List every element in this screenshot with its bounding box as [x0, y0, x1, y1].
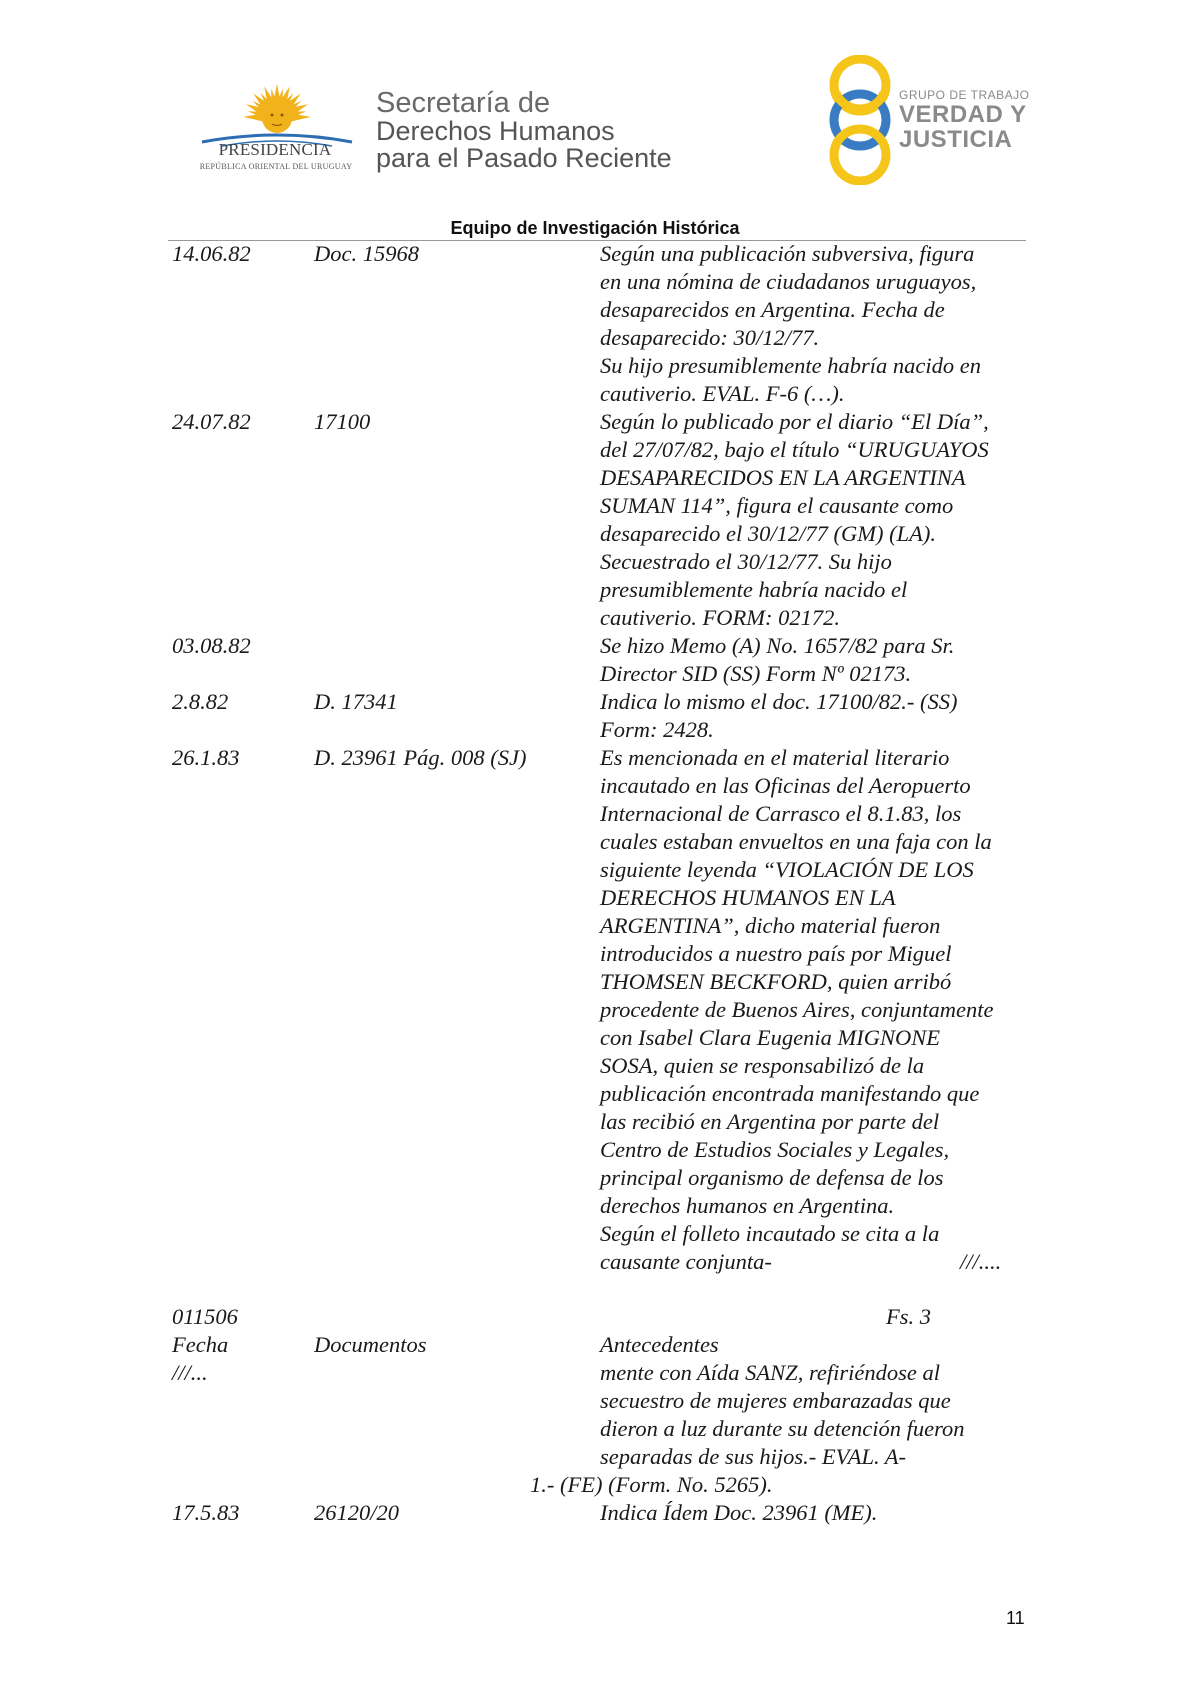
row-text-line: introducidos a nuestro país por Miguel: [600, 941, 952, 966]
presidencia-subtitle: REPÚBLICA ORIENTAL DEL URUGUAY: [199, 162, 353, 171]
row-date: 14.06.82: [172, 241, 251, 266]
continued-date: ///...: [172, 1360, 208, 1385]
row-text-line: principal organismo de defensa de los: [600, 1165, 944, 1190]
row-date: 24.07.82: [172, 409, 251, 434]
document-code: 011506: [172, 1304, 238, 1329]
row-text-line: derechos humanos en Argentina.: [600, 1193, 895, 1218]
row-text-line: desaparecidos en Argentina. Fecha de: [600, 297, 945, 322]
row-text-line: desaparecido: 30/12/77.: [600, 325, 820, 350]
row-text-line: cuales estaban envueltos en una faja con la: [600, 829, 992, 854]
row-text-line: desaparecido el 30/12/77 (GM) (LA).: [600, 521, 936, 546]
secretaria-title: [376, 88, 672, 172]
page-header: [0, 0, 1190, 238]
row-text-line: Form: 2428.: [600, 717, 714, 742]
row-text-line: Se hizo Memo (A) No. 1657/82 para Sr.: [600, 633, 955, 658]
gvj-line-1: VERDAD Y: [899, 101, 1027, 128]
column-header-antecedentes: Antecedentes: [600, 1332, 719, 1357]
row-text-line: Director SID (SS) Form Nº 02173.: [600, 661, 912, 686]
row-text-line: en una nómina de ciudadanos uruguayos,: [600, 269, 977, 294]
team-title: Equipo de Investigación Histórica: [450, 218, 740, 238]
row-text-line: secuestro de mujeres embarazadas que: [600, 1388, 951, 1413]
row-text-line: THOMSEN BECKFORD, quien arribó: [600, 969, 952, 994]
row-date: 2.8.82: [172, 689, 229, 714]
row-text-line: DESAPARECIDOS EN LA ARGENTINA: [600, 465, 966, 490]
column-header-documentos: Documentos: [314, 1332, 427, 1357]
row-text-line: procedente de Buenos Aires, conjuntamente: [600, 997, 994, 1022]
gvj-line-2: JUSTICIA: [899, 126, 1013, 153]
row-date: 03.08.82: [172, 633, 251, 658]
row-doc: D. 17341: [314, 689, 398, 714]
row-text-line: SOSA, quien se responsabilizó de la: [600, 1053, 925, 1078]
row-text-line: mente con Aída SANZ, refiriéndose al: [600, 1360, 940, 1385]
row-text-line: cautiverio. FORM: 02172.: [600, 605, 840, 630]
row-text-line: separadas de sus hijos.- EVAL. A-: [600, 1444, 907, 1469]
verdad-justicia-wordmark: [899, 88, 1029, 152]
gvj-small-label: GRUPO DE TRABAJO: [899, 88, 1030, 102]
folio-number: Fs. 3: [886, 1304, 931, 1329]
row-text-line: Según una publicación subversiva, figura: [600, 241, 975, 266]
row-text-line: SUMAN 114”, figura el causante como: [600, 493, 954, 518]
row-text-line: cautiverio. EVAL. F-6 (…).: [600, 381, 845, 406]
row-doc: 26120/20: [314, 1500, 400, 1525]
row-text-line: presumiblemente habría nacido el: [600, 577, 908, 602]
row-text-line: 1.- (FE) (Form. No. 5265).: [530, 1472, 773, 1497]
row-text-line: siguiente leyenda “VIOLACIÓN DE LOS: [600, 857, 974, 882]
row-doc: Doc. 15968: [314, 241, 419, 266]
verdad-justicia-rings-logo: [820, 55, 900, 185]
continuation-mark: ///....: [960, 1249, 1002, 1274]
row-text-line: Secuestrado el 30/12/77. Su hijo: [600, 549, 892, 574]
row-date: 26.1.83: [172, 745, 240, 770]
row-text-line: Internacional de Carrasco el 8.1.83, los: [600, 801, 962, 826]
row-text-line: ARGENTINA”, dicho material fueron: [600, 913, 941, 938]
secretaria-line-2: Derechos Humanos: [376, 116, 615, 146]
row-text-line: publicación encontrada manifestando que: [600, 1081, 980, 1106]
column-header-fecha: Fecha: [172, 1332, 229, 1357]
row-text-line: Según el folleto incautado se cita a la: [600, 1221, 940, 1246]
secretaria-line-1: Secretaría de: [376, 87, 551, 119]
row-doc: 17100: [314, 409, 371, 434]
row-text-line: Indica Ídem Doc. 23961 (ME).: [600, 1500, 878, 1525]
secretaria-line-3: para el Pasado Reciente: [376, 143, 672, 173]
row-text-line: del 27/07/82, bajo el título “URUGUAYOS: [600, 437, 989, 462]
row-text-line: dieron a luz durante su detención fueron: [600, 1416, 965, 1441]
row-text-line: Indica lo mismo el doc. 17100/82.- (SS): [600, 689, 958, 714]
row-text-line: Según lo publicado por el diario “El Día”,: [600, 409, 989, 434]
presidencia-label: PRESIDENCIA: [218, 140, 332, 159]
row-doc: D. 23961 Pág. 008 (SJ): [314, 745, 527, 770]
row-text-line: DERECHOS HUMANOS EN LA: [600, 885, 896, 910]
row-text-line: incautado en las Oficinas del Aeropuerto: [600, 773, 971, 798]
row-text-line: Su hijo presumiblemente habría nacido en: [600, 353, 981, 378]
row-date: 17.5.83: [172, 1500, 240, 1525]
row-text-line: Es mencionada en el material literario: [600, 745, 950, 770]
row-text-line: Centro de Estudios Sociales y Legales,: [600, 1137, 950, 1162]
row-text-line: las recibió en Argentina por parte del: [600, 1109, 940, 1134]
page-number: 11: [1006, 1608, 1025, 1628]
row-text-line: con Isabel Clara Eugenia MIGNONE: [600, 1025, 940, 1050]
row-text-line: causante conjunta-: [600, 1249, 772, 1274]
